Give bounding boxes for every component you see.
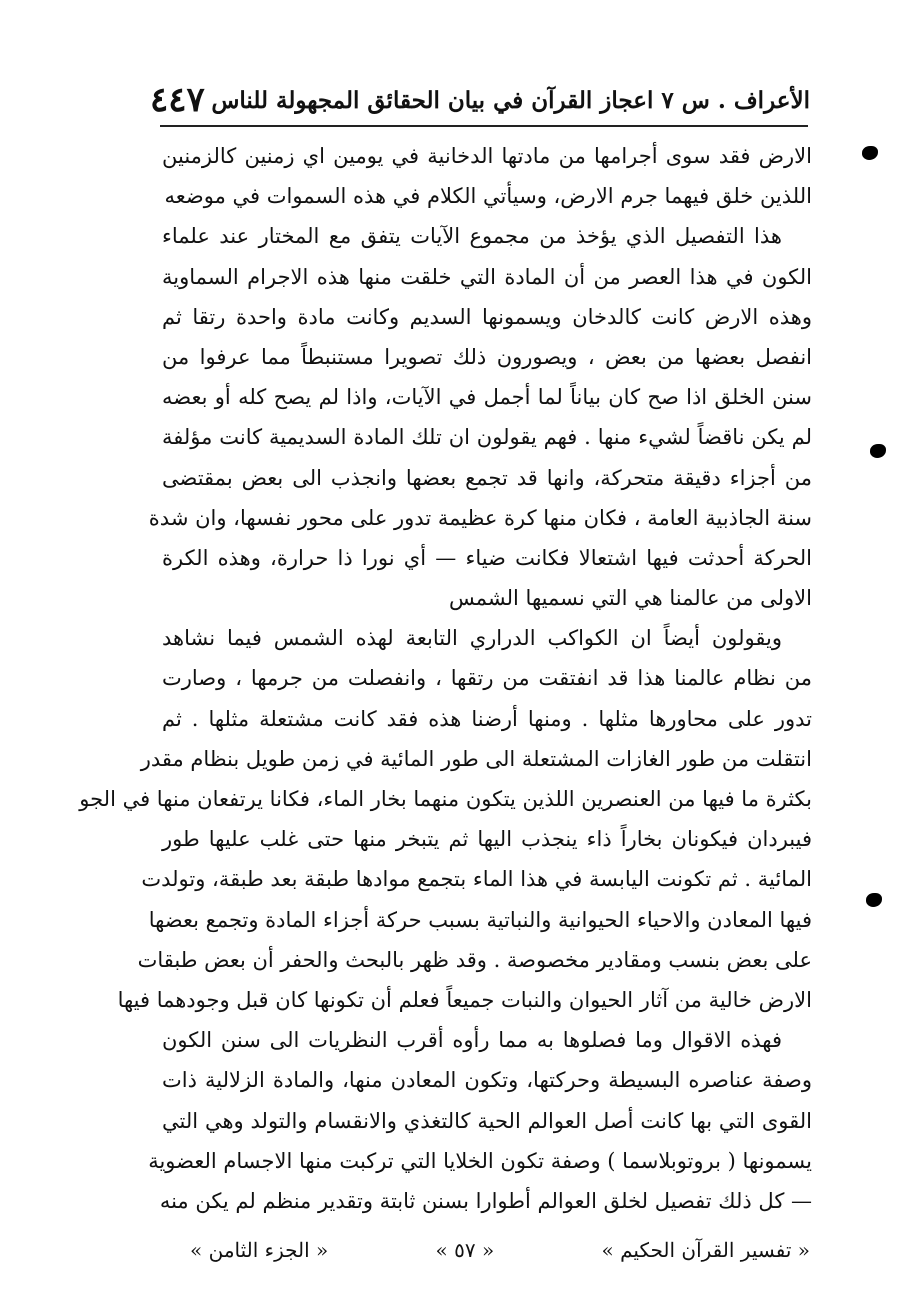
text-line: على بعض بنسب ومقادير مخصوصة . وقد ظهر بالبحث والحفر أن بعض طبقات — [137, 947, 812, 972]
text-line: تدور على محاورها مثلها . ومنها أرضنا هذه فقد كانت مشتعلة مثلها . ثم — [162, 706, 812, 731]
text-line: هذا التفصيل الذي يؤخذ من مجموع الآيات يتفق مع المختار عند علماء — [162, 224, 782, 249]
text-line: فيها المعادن والاحياء الحيوانية والنباتية بسبب حركة أجزاء المادة وتجمع بعضها — [148, 907, 812, 932]
text-line: بكثرة ما فيها من العنصرين اللذين يتكون منهما بخار الماء، فكانا يرتفعان منها في الجو — [79, 787, 812, 811]
text-line: اللذين خلق فيهما جرم الارض، وسيأتي الكلام في هذه السموات في موضعه — [164, 184, 812, 209]
footer-book-title: « تفسير القرآن الحكيم » — [601, 1238, 810, 1262]
text-line: — كل ذلك تفصيل لخلق العوالم أطوارا بسنن ثابتة وتقدير منظم لم يكن منه — [159, 1188, 812, 1213]
text-line: من أجزاء دقيقة متحركة، وانها قد تجمع بعضها وانجذب الى بعض بمقتضى — [162, 465, 812, 490]
text-line: لم يكن ناقضاً لشيء منها . فهم يقولون ان تلك المادة السديمية كانت مؤلفة — [162, 425, 812, 450]
footer-volume: « الجزء الثامن » — [190, 1238, 329, 1262]
header-rule — [160, 125, 808, 127]
text-line: انفصل بعضها من بعض ، ويصورون ذلك تصويرا مستنبطاً مما عرفوا من — [162, 344, 812, 369]
ink-spot-mark — [870, 444, 886, 458]
text-line: الارض فقد سوى أجرامها من مادتها الدخانية في يومين اي زمنين كالزمنين — [162, 144, 812, 168]
text-line: وهذه الارض كانت كالدخان ويسمونها السديم وكانت مادة واحدة رتقا ثم — [162, 304, 812, 329]
text-line: وصفة عناصره البسيطة وحركتها، وتكون المعادن منها، والمادة الزلالية ذات — [162, 1068, 812, 1093]
page-footer — [190, 1232, 810, 1268]
text-line: الاولى من عالمنا هي التي نسميها الشمس — [448, 586, 812, 611]
ink-spot-mark — [862, 146, 878, 160]
text-line: يسمونها ( بروتوبلاسما ) وصفة تكون الخلايا التي تركبت منها الاجسام العضوية — [148, 1148, 812, 1173]
text-line: انتقلت من طور الغازات المشتعلة الى طور المائية في زمن طويل بنظام مقدر — [140, 746, 812, 771]
page-number: ٤٤٧ — [150, 80, 205, 120]
text-line: الحركة أحدثت فيها اشتعالا فكانت ضياء — أي نورا ذا حرارة، وهذه الكرة — [162, 545, 812, 570]
running-title: الأعراف . س ٧ اعجاز القرآن في بيان الحقائق المجهولة للناس — [211, 86, 810, 114]
text-line: القوى التي بها كانت أصل العوالم الحية كالتغذي والانقسام والتولد وهي التي — [162, 1108, 812, 1133]
page-header — [150, 78, 810, 122]
ink-spot-mark — [866, 893, 882, 907]
text-line: ويقولون أيضاً ان الكواكب الدراري التابعة لهذه الشمس فيما نشاهد — [162, 626, 782, 651]
footer-number: « ٥٧ » — [435, 1238, 495, 1262]
text-line: الارض خالية من آثار الحيوان والنبات جميعاً فعلم أن تكونها كان قبل وجودهما فيها — [117, 987, 812, 1012]
text-line: سنة الجاذبية العامة ، فكان منها كرة عظيمة تدور على محور نفسها، وان شدة — [148, 505, 812, 530]
text-line: المائية . ثم تكونت اليابسة في هذا الماء بتجمع موادها طبقة بعد طبقة، وتولدت — [141, 867, 812, 892]
body-text — [79, 136, 812, 1221]
text-line: من نظام عالمنا هذا قد انفتقت من رتقها ، وانفصلت من جرمها ، وصارت — [162, 666, 812, 691]
text-line: فيبردان فيكونان بخاراً ذاء ينجذب اليها ثم يتبخر منها حتى غلب عليها طور — [162, 827, 812, 852]
text-line: سنن الخلق اذا صح كان بياناً لما أجمل في الآيات، واذا لم يصح كله أو بعضه — [162, 385, 812, 410]
text-line: فهذه الاقوال وما فصلوها به مما رأوه أقرب النظريات الى سنن الكون — [162, 1028, 782, 1053]
text-line: الكون في هذا العصر من أن المادة التي خلقت منها هذه الاجرام السماوية — [162, 264, 812, 289]
